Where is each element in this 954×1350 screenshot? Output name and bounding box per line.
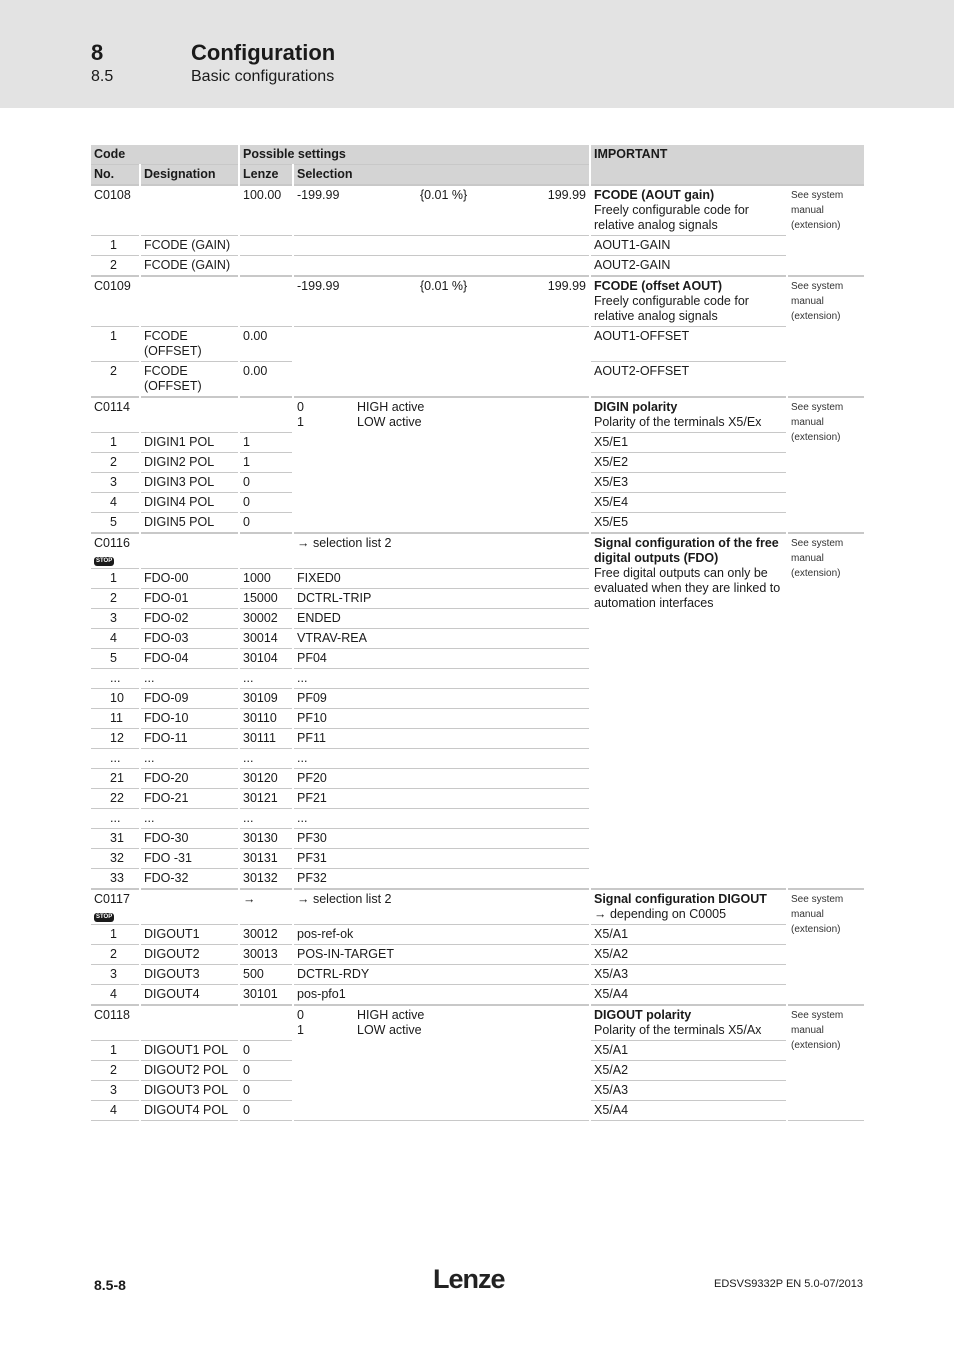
lenze-cell [239, 397, 293, 433]
lenze-cell: 30111 [239, 729, 293, 749]
cell [91, 236, 107, 256]
designation-cell: FDO-11 [140, 729, 239, 749]
selection-cell [293, 256, 590, 277]
important-desc: Freely configurable code for relative analog signals [594, 294, 749, 323]
important-cell [590, 185, 787, 236]
code-label: C0116 [94, 536, 130, 550]
lenze-cell: ... [239, 809, 293, 829]
code-cell: C0114 [91, 397, 140, 433]
cell [91, 689, 107, 709]
designation-cell: FDO-30 [140, 829, 239, 849]
range-max: 199.99 [547, 188, 586, 202]
row-number: 1 [107, 569, 140, 589]
table-row [91, 327, 864, 362]
important-desc: → depending on C0005 [594, 907, 727, 921]
row-number: 1 [107, 236, 140, 256]
designation-cell: DIGOUT1 POL [140, 1041, 239, 1061]
row-number: 31 [107, 829, 140, 849]
table-row [91, 945, 864, 965]
row-number: 1 [107, 1041, 140, 1061]
designation-cell: DIGOUT4 [140, 985, 239, 1006]
cell [91, 1061, 107, 1081]
table-row [91, 1005, 864, 1041]
selection-cell: POS-IN-TARGET [293, 945, 590, 965]
important-desc: Freely configurable code for relative analog signals [594, 203, 749, 232]
designation-cell: FCODE (OFFSET) [140, 362, 239, 398]
cell [91, 609, 107, 629]
lenze-cell: 30131 [239, 849, 293, 869]
selection-cell: DCTRL-RDY [293, 965, 590, 985]
row-number: 32 [107, 849, 140, 869]
row-number: 1 [107, 433, 140, 453]
header-no: No. [91, 165, 140, 186]
row-number: 4 [107, 1101, 140, 1121]
range-cell [293, 276, 590, 327]
selection-options [293, 1005, 590, 1121]
selection-cell: pos-pfo1 [293, 985, 590, 1006]
parameter-table [91, 145, 864, 1121]
lenze-cell: 0 [239, 1061, 293, 1081]
important-cell: X5/E5 [590, 513, 787, 534]
designation-cell [140, 185, 239, 236]
cell [91, 493, 107, 513]
row-number: 12 [107, 729, 140, 749]
range-step: {0.01 %} [419, 279, 468, 293]
designation-cell: FDO -31 [140, 849, 239, 869]
row-number: 5 [107, 513, 140, 534]
selection-cell: ... [293, 669, 590, 689]
important-cell: AOUT1-GAIN [590, 236, 787, 256]
selection-cell: PF04 [293, 649, 590, 669]
header-band [0, 0, 954, 108]
lenze-cell: 0 [239, 1081, 293, 1101]
section-title: Basic configurations [191, 68, 335, 85]
important-title: Signal configuration DIGOUT [594, 892, 767, 906]
designation-cell: DIGOUT1 [140, 925, 239, 945]
table-body [91, 185, 864, 1121]
selection-cell: PF32 [293, 869, 590, 890]
lenze-cell: 30110 [239, 709, 293, 729]
lenze-cell [239, 1005, 293, 1041]
lenze-cell: 30120 [239, 769, 293, 789]
designation-cell: FDO-02 [140, 609, 239, 629]
cell [91, 709, 107, 729]
row-number: 22 [107, 789, 140, 809]
header-selection: Selection [293, 165, 590, 186]
important-title: FCODE (AOUT gain) [594, 188, 715, 202]
option-value: 1 [297, 415, 304, 429]
lenze-cell: 1000 [239, 569, 293, 589]
important-cell [590, 889, 787, 925]
row-number: ... [107, 669, 140, 689]
table-row [91, 397, 864, 433]
cell [91, 433, 107, 453]
row-number: 2 [107, 256, 140, 277]
table-row [91, 256, 864, 277]
lenze-cell [239, 533, 293, 569]
important-title: DIGIN polarity [594, 400, 678, 414]
option-label: HIGH active [357, 1008, 425, 1022]
designation-cell [140, 533, 239, 569]
designation-cell: FDO-01 [140, 589, 239, 609]
important-cell: X5/A1 [590, 925, 787, 945]
designation-cell: FDO-21 [140, 789, 239, 809]
lenze-cell: 30012 [239, 925, 293, 945]
lenze-cell [239, 276, 293, 327]
lenze-cell: 15000 [239, 589, 293, 609]
designation-cell: DIGOUT2 POL [140, 1061, 239, 1081]
lenze-cell: 30130 [239, 829, 293, 849]
code-label: C0117 [94, 892, 130, 906]
selection-cell: ... [293, 809, 590, 829]
code-cell: C0108 [91, 185, 140, 236]
designation-cell: FCODE (GAIN) [140, 236, 239, 256]
range-min: -199.99 [297, 279, 340, 293]
designation-cell: FDO-32 [140, 869, 239, 890]
important-title: FCODE (offset AOUT) [594, 279, 722, 293]
row-number: 2 [107, 362, 140, 398]
cell [91, 453, 107, 473]
lenze-cell: 30132 [239, 869, 293, 890]
range-min: -199.99 [297, 188, 340, 202]
row-number: 3 [107, 473, 140, 493]
important-cell [590, 397, 787, 433]
designation-cell: DIGOUT3 [140, 965, 239, 985]
designation-cell: DIGIN4 POL [140, 493, 239, 513]
cell [91, 925, 107, 945]
selection-cell: PF30 [293, 829, 590, 849]
code-cell: C0118 [91, 1005, 140, 1041]
lenze-cell [239, 256, 293, 277]
selection-cell: pos-ref-ok [293, 925, 590, 945]
lenze-cell [239, 236, 293, 256]
table-row [91, 965, 864, 985]
page-number: 8.5-8 [94, 1277, 126, 1293]
designation-cell: ... [140, 809, 239, 829]
row-number: 1 [107, 327, 140, 362]
cell [91, 1041, 107, 1061]
designation-cell: FCODE (GAIN) [140, 256, 239, 277]
lenze-cell: 0 [239, 1101, 293, 1121]
row-number: 1 [107, 925, 140, 945]
important-cell: X5/A4 [590, 985, 787, 1006]
row-number: 4 [107, 493, 140, 513]
important-cell [590, 276, 787, 327]
cell [91, 1081, 107, 1101]
selection-list-ref: → selection list 2 [293, 533, 590, 569]
designation-cell [140, 276, 239, 327]
designation-cell: DIGIN1 POL [140, 433, 239, 453]
row-number: ... [107, 749, 140, 769]
cell [91, 985, 107, 1006]
designation-cell: DIGOUT4 POL [140, 1101, 239, 1121]
header-important: IMPORTANT [590, 145, 864, 185]
designation-cell: DIGIN5 POL [140, 513, 239, 534]
designation-cell: FDO-20 [140, 769, 239, 789]
row-number: 5 [107, 649, 140, 669]
table-row [91, 185, 864, 236]
cell [91, 327, 107, 362]
cell [91, 829, 107, 849]
lenze-cell: 30101 [239, 985, 293, 1006]
code-cell [91, 533, 140, 569]
option-value: 1 [297, 1023, 304, 1037]
designation-cell: FDO-00 [140, 569, 239, 589]
important-title: Signal configuration of the free digital outputs (FDO) [594, 536, 779, 565]
table-row [91, 985, 864, 1006]
lenze-cell: → [239, 889, 293, 925]
chapter-number: 8 [91, 40, 104, 65]
table-row [91, 925, 864, 945]
designation-cell [140, 1005, 239, 1041]
option-label: LOW active [357, 1023, 422, 1037]
row-number: 10 [107, 689, 140, 709]
cell [91, 749, 107, 769]
selection-cell [293, 327, 590, 398]
range-step: {0.01 %} [419, 188, 468, 202]
selection-cell: DCTRL-TRIP [293, 589, 590, 609]
row-number: 3 [107, 1081, 140, 1101]
selection-cell: FIXED0 [293, 569, 590, 589]
important-desc: Free digital outputs can only be evaluated when they are linked to automation interfaces [594, 566, 781, 610]
cell [91, 869, 107, 890]
designation-cell: ... [140, 749, 239, 769]
important-cell [590, 1005, 787, 1041]
cell [91, 789, 107, 809]
selection-list-ref: → selection list 2 [293, 889, 590, 925]
row-number: 33 [107, 869, 140, 890]
cell [91, 669, 107, 689]
see-system-manual-note: See system manual (extension) [787, 397, 864, 533]
lenze-cell: 30104 [239, 649, 293, 669]
important-cell: X5/E1 [590, 433, 787, 453]
option-value: 0 [297, 1008, 304, 1022]
range-cell [293, 185, 590, 236]
see-system-manual-note: See system manual (extension) [787, 533, 864, 889]
row-number: 2 [107, 1061, 140, 1081]
row-number: 4 [107, 985, 140, 1006]
designation-cell: FDO-03 [140, 629, 239, 649]
lenze-cell: 1 [239, 453, 293, 473]
cell [91, 809, 107, 829]
important-cell: X5/A4 [590, 1101, 787, 1121]
see-system-manual-note: See system manual (extension) [787, 276, 864, 397]
lenze-cell: 0 [239, 473, 293, 493]
cell [91, 649, 107, 669]
chapter-title: Configuration [191, 40, 336, 65]
lenze-cell: 30014 [239, 629, 293, 649]
cell [91, 945, 107, 965]
stop-icon: STOP [96, 558, 113, 564]
important-desc: Polarity of the terminals X5/Ax [594, 1023, 762, 1037]
selection-cell [293, 236, 590, 256]
lenze-cell: ... [239, 669, 293, 689]
table-row [91, 236, 864, 256]
lenze-cell: 30109 [239, 689, 293, 709]
row-number: ... [107, 809, 140, 829]
important-cell: X5/E4 [590, 493, 787, 513]
designation-cell: DIGOUT2 [140, 945, 239, 965]
cell [91, 629, 107, 649]
document-reference: EDSVS9332P EN 5.0-07/2013 [713, 1278, 863, 1290]
selection-cell: PF10 [293, 709, 590, 729]
row-number: 11 [107, 709, 140, 729]
selection-cell: ENDED [293, 609, 590, 629]
lenze-cell: 100.00 [239, 185, 293, 236]
cell [91, 473, 107, 493]
code-cell [91, 889, 140, 925]
important-cell: AOUT2-GAIN [590, 256, 787, 277]
cell [91, 589, 107, 609]
designation-cell: ... [140, 669, 239, 689]
lenze-cell: 30013 [239, 945, 293, 965]
important-cell: X5/A2 [590, 945, 787, 965]
selection-cell: PF20 [293, 769, 590, 789]
lenze-cell: 30121 [239, 789, 293, 809]
stop-icon: STOP [96, 914, 113, 920]
important-cell: X5/E3 [590, 473, 787, 493]
designation-cell: FDO-10 [140, 709, 239, 729]
cell [91, 965, 107, 985]
code-cell: C0109 [91, 276, 140, 327]
important-cell: X5/A2 [590, 1061, 787, 1081]
lenze-cell: 500 [239, 965, 293, 985]
section-number: 8.5 [91, 68, 114, 85]
row-number: 3 [107, 965, 140, 985]
header-designation: Designation [140, 165, 239, 186]
designation-cell [140, 889, 239, 925]
lenze-cell: 1 [239, 433, 293, 453]
see-system-manual-note: See system manual (extension) [787, 1005, 864, 1121]
table-row [91, 276, 864, 327]
important-cell: X5/A3 [590, 965, 787, 985]
important-cell [590, 533, 787, 889]
lenze-cell: ... [239, 749, 293, 769]
lenze-cell: 0 [239, 493, 293, 513]
lenze-cell: 0.00 [239, 327, 293, 362]
table-row [91, 533, 864, 569]
lenze-cell: 0 [239, 1041, 293, 1061]
row-number: 3 [107, 609, 140, 629]
header-lenze: Lenze [239, 165, 293, 186]
lenze-cell: 0 [239, 513, 293, 534]
cell [91, 362, 107, 398]
option-value: 0 [297, 400, 304, 414]
option-label: HIGH active [357, 400, 425, 414]
important-desc: Polarity of the terminals X5/Ex [594, 415, 762, 429]
cell [91, 569, 107, 589]
header-code: Code [91, 145, 239, 165]
designation-cell: DIGOUT3 POL [140, 1081, 239, 1101]
see-system-manual-note: See system manual (extension) [787, 889, 864, 1005]
cell [91, 1101, 107, 1121]
row-number: 2 [107, 453, 140, 473]
see-system-manual-note: See system manual (extension) [787, 185, 864, 276]
cell [91, 849, 107, 869]
header-possible-settings: Possible settings [239, 145, 590, 165]
cell [91, 729, 107, 749]
row-number: 2 [107, 589, 140, 609]
cell [91, 256, 107, 277]
table-row [91, 889, 864, 925]
important-cell: AOUT2-OFFSET [590, 362, 787, 398]
cell [91, 769, 107, 789]
designation-cell: DIGIN3 POL [140, 473, 239, 493]
designation-cell: FCODE (OFFSET) [140, 327, 239, 362]
selection-cell: PF31 [293, 849, 590, 869]
important-cell: AOUT1-OFFSET [590, 327, 787, 362]
important-title: DIGOUT polarity [594, 1008, 692, 1022]
lenze-logo: Lenze [433, 1264, 505, 1294]
row-number: 2 [107, 945, 140, 965]
selection-cell: ... [293, 749, 590, 769]
range-max: 199.99 [547, 279, 586, 293]
designation-cell: FDO-04 [140, 649, 239, 669]
selection-cell: VTRAV-REA [293, 629, 590, 649]
designation-cell [140, 397, 239, 433]
option-label: LOW active [357, 415, 422, 429]
selection-options [293, 397, 590, 533]
important-cell: X5/A3 [590, 1081, 787, 1101]
selection-cell: PF09 [293, 689, 590, 709]
cell [91, 513, 107, 534]
designation-cell: DIGIN2 POL [140, 453, 239, 473]
lenze-cell: 0.00 [239, 362, 293, 398]
designation-cell: FDO-09 [140, 689, 239, 709]
lenze-cell: 30002 [239, 609, 293, 629]
important-cell: X5/E2 [590, 453, 787, 473]
selection-cell: PF11 [293, 729, 590, 749]
selection-cell: PF21 [293, 789, 590, 809]
table-header-row-1 [91, 145, 864, 165]
row-number: 21 [107, 769, 140, 789]
important-cell: X5/A1 [590, 1041, 787, 1061]
row-number: 4 [107, 629, 140, 649]
